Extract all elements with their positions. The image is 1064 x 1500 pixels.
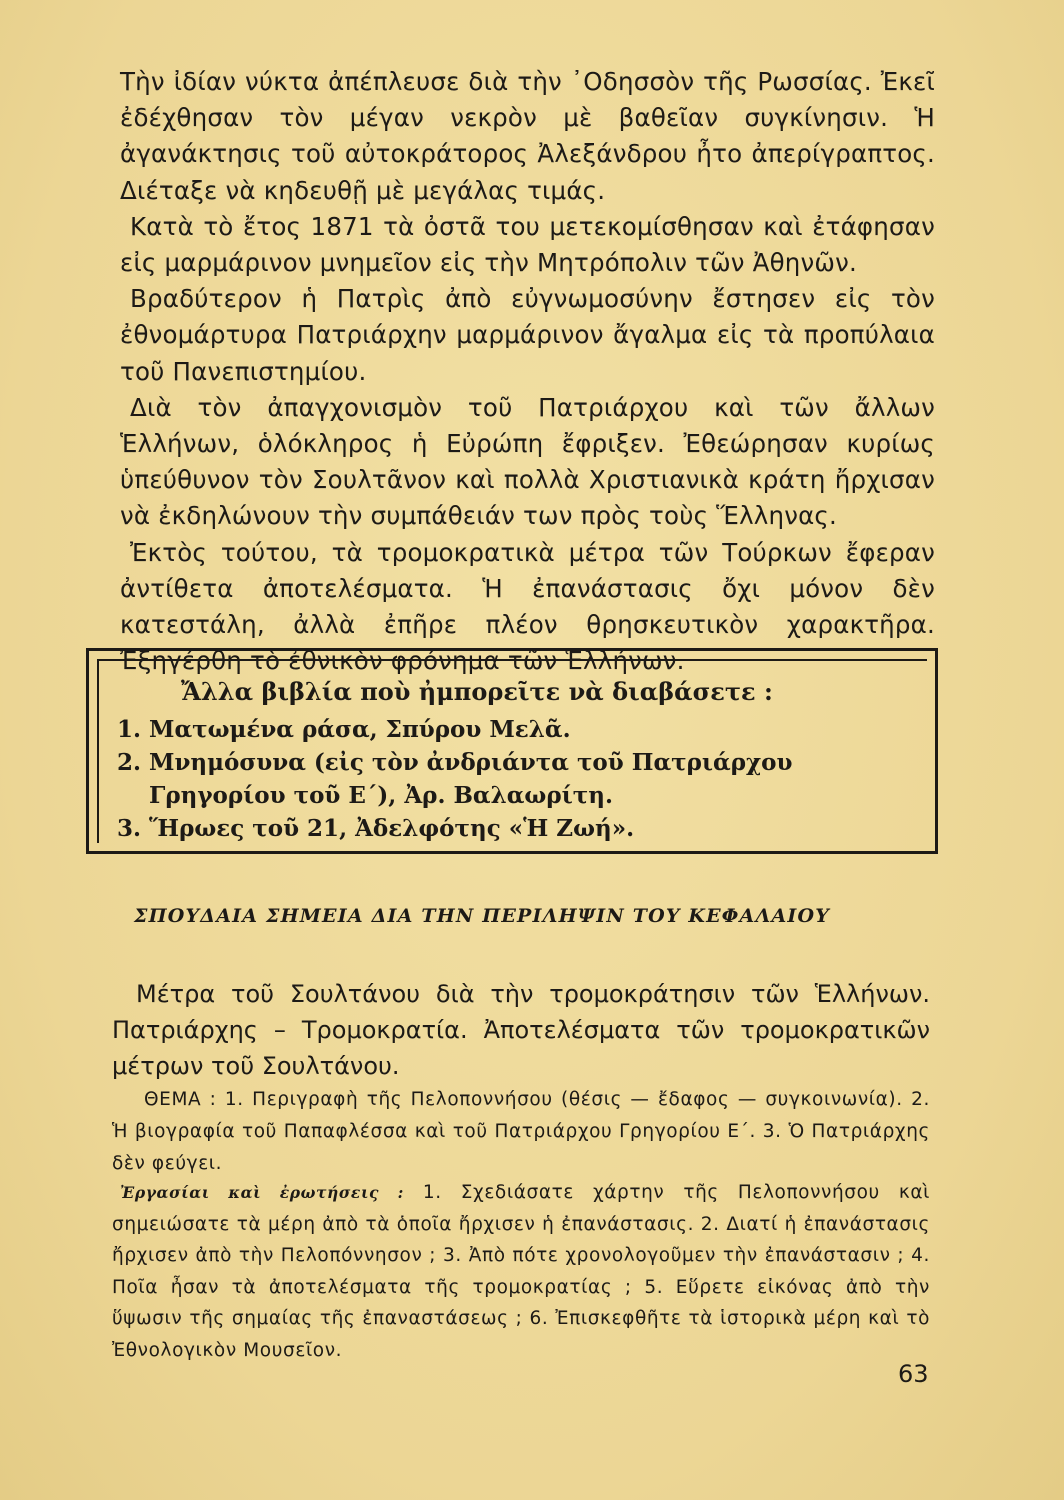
book-item-text: Ἥρωες τοῦ 21, Ἀδελφότης «Ἡ Ζωή». <box>149 815 635 842</box>
book-item <box>117 713 907 746</box>
main-text <box>120 64 935 679</box>
summary-text: Μέτρα τοῦ Σουλτάνου διὰ τὴν τρομοκράτησιν τῶν Ἑλλήνων. Πατριάρχης – Τρομοκρατία. Ἀποτελέσματα τῶν τρομοκρατικῶν μέτρων τοῦ Σουλτάνου. <box>112 980 930 1080</box>
book-item-number: 1. <box>117 716 142 743</box>
book-item <box>117 812 907 845</box>
other-books-list <box>117 713 907 845</box>
paragraph-bones: Κατὰ τὸ ἔτος 1871 τὰ ὀστᾶ του μετεκομίσθησαν καὶ ἐτάφησαν εἰς μαρμάρινον μνημεῖον εἰς τὴν Μητρόπολιν τῶν Ἀθηνῶν. <box>120 211 935 278</box>
tasks-block <box>112 1177 930 1366</box>
book-item-number: 3. <box>117 815 142 842</box>
other-books-box <box>86 648 938 854</box>
theme-text: ΘΕΜΑ : 1. Περιγραφὴ τῆς Πελοποννήσου (θέσις — ἔδαφος — συγκοινωνία). 2. Ἡ βιογραφία τοῦ Παπαφλέσσα καὶ τοῦ Πατριάρχου Γρηγορίου Ε΄. 3. Ὁ Πατριάρχης δὲν φεύγει. <box>112 1089 930 1174</box>
book-item-text: Μνημόσυνα (εἰς τὸν ἀνδριάντα τοῦ Πατριάρχου Γρηγορίου τοῦ Ε΄), Ἀρ. Βαλαωρίτη. <box>149 749 793 809</box>
tasks-label: Ἐργασίαι καὶ ἐρωτήσεις : <box>120 1183 404 1202</box>
tasks-text: 1. Σχεδιάσατε χάρτην τῆς Πελοποννήσου καὶ σημειώσατε τὰ μέρη ἀπὸ τὰ ὁποῖα ἤρχισεν ἡ ἐπανάστασις. 2. Διατί ἡ ἐπανάστασις ἤρχισεν ἀπὸ τὴν Πελοπόννησον ; 3. Ἀπὸ πότε χρονολογοῦμεν τὴν ἐπανάστασιν ; 4. Ποῖα ἦσαν τὰ ἀποτελέσματα τῆς τρομοκρατίας ; 5. Εὕρετε εἰκόνας ἀπὸ τὴν ὕψωσιν τῆς σημαίας τῆς ἐπαναστάσεως ; 6. Ἐπισκεφθῆτε τὰ ἱστορικὰ μέρη καὶ τὸ Ἐθνολογικὸν Μουσεῖον. <box>112 1182 930 1361</box>
book-item-number: 2. <box>117 749 142 776</box>
paragraph-europe: Διὰ τὸν ἀπαγχονισμὸν τοῦ Πατριάρχου καὶ τῶν ἄλλων Ἑλλήνων, ὁλόκληρος ἡ Εὐρώπη ἔφριξεν. Ἐθεώρησαν κυρίως ὑπεύθυνον τὸν Σουλτᾶνον καὶ πολλὰ Χριστιανικὰ κράτη ἤρχισαν νὰ ἐκδηλώνουν τὴν συμπάθειάν των πρὸς τοὺς Ἕλληνας. <box>120 392 935 531</box>
book-item <box>117 746 907 812</box>
page-number: 63 <box>898 1360 929 1388</box>
paragraph-statue: Βραδύτερον ἡ Πατρὶς ἀπὸ εὐγνωμοσύνην ἔστησεν εἰς τὸν ἐθνομάρτυρα Πατριάρχην μαρμάρινον ἄγαλμα εἰς τὰ προπύλαια τοῦ Πανεπιστημίου. <box>120 284 935 386</box>
summary-heading: ΣΠΟΥΔΑΙΑ ΣΗΜΕΙΑ ΔΙΑ ΤΗΝ ΠΕΡΙΛΗΨΙΝ ΤΟΥ ΚΕΦΑΛΑΙΟΥ <box>134 905 830 927</box>
paragraph-results: Ἐκτὸς τούτου, τὰ τρομοκρατικὰ μέτρα τῶν Τούρκων ἔφεραν ἀντίθετα ἀποτελέσματα. Ἡ ἐπανάστασις ὄχι μόνον δὲν κατεστάλη, ἀλλὰ ἐπῆρε πλέον θρησκευτικὸν χαρακτῆρα. Ἐξηγέρθη τὸ ἐθνικὸν φρόνημα τῶν Ἑλλήνων. <box>120 537 935 676</box>
tasks-paragraph <box>112 1177 930 1366</box>
summary-points <box>112 976 930 1084</box>
theme-block <box>112 1084 930 1180</box>
paragraph-odessa: Τὴν ἰδίαν νύκτα ἀπέπλευσε διὰ τὴν ᾿Οδησσὸν τῆς Ρωσσίας. Ἐκεῖ ἐδέχθησαν τὸν μέγαν νεκρὸν μὲ βαθεῖαν συγκίνησιν. Ἡ ἀγανάκτησις τοῦ αὐτοκράτορος Ἀλεξάνδρου ἦτο ἀπερίγραπτος. Διέταξε νὰ κηδευθῇ μὲ μεγάλας τιμάς. <box>120 67 935 205</box>
book-item-text: Ματωμένα ράσα, Σπύρου Μελᾶ. <box>149 716 571 743</box>
other-books-title: Ἄλλα βιβλία ποὺ ἠμπορεῖτε νὰ διαβάσετε : <box>181 677 773 706</box>
